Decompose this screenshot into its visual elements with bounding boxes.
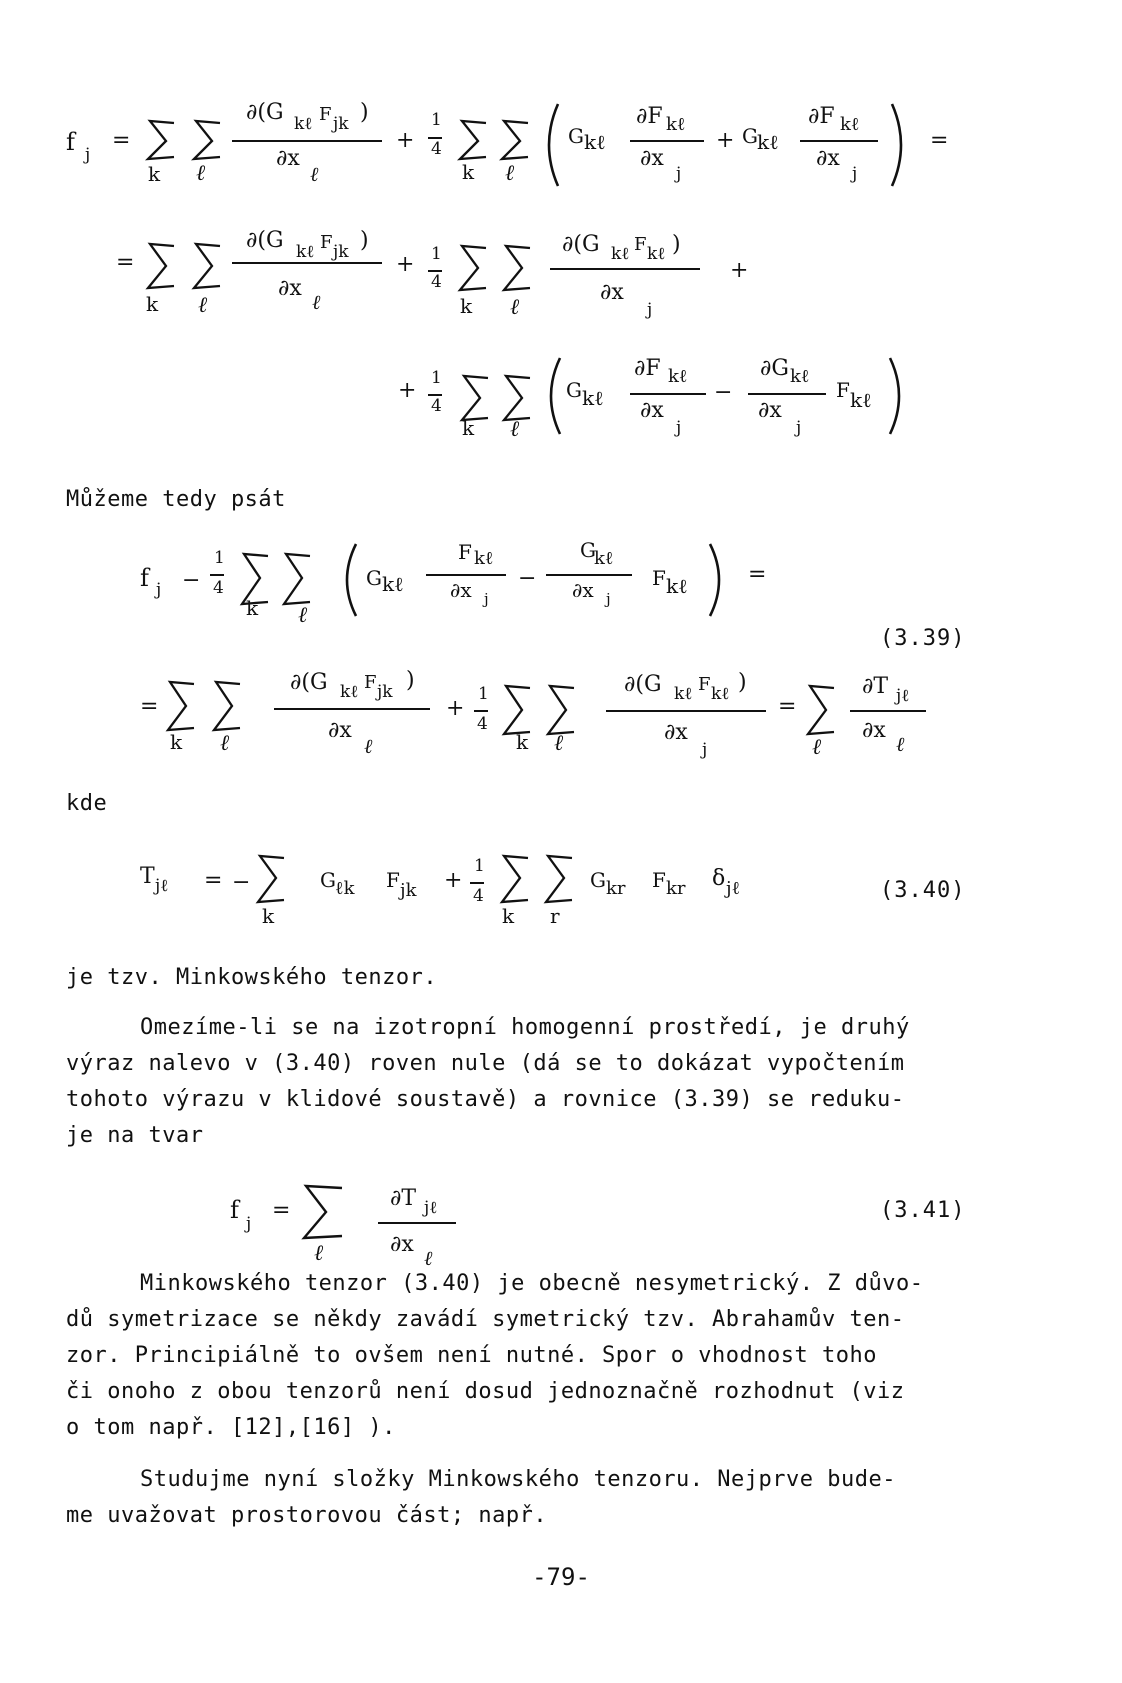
eq1-fj: f bbox=[66, 128, 75, 156]
text-muzeme: Můžeme tedy psát bbox=[66, 487, 286, 512]
equation-3-40: T jℓ = − k G ℓk F jk + 1 4 k r G kr F kr δ jℓ bbox=[0, 0, 1122, 930]
equation-3-41: f j = ℓ ∂T jℓ ∂x ℓ bbox=[0, 0, 1122, 1260]
paragraph-line: výraz nalevo v (3.40) roven nule (dá se to dokázat vypočtením bbox=[66, 1051, 905, 1076]
paragraph-line: zor. Principiálně to ovšem není nutné. Spor o vhodnost toho bbox=[66, 1343, 877, 1368]
paragraph-line: me uvažovat prostorovou část; např. bbox=[66, 1503, 548, 1528]
text-minkowski-definition: je tzv. Minkowského tenzor. bbox=[66, 965, 438, 990]
sum-sign bbox=[296, 1180, 348, 1242]
paragraph-line: či onoho z obou tenzorů není dosud jednoznačně rozhodnut (viz bbox=[66, 1379, 905, 1404]
fraction-bar bbox=[378, 1222, 456, 1224]
equation-line-1: f j = k ℓ ∂(G kℓ F jk ) ∂x ℓ + 1 4 k ℓ G kℓ ∂F kℓ ∂x j + G kℓ ∂F kℓ ∂x j = bbox=[0, 0, 1122, 200]
page-number: -79- bbox=[532, 1563, 590, 1591]
paragraph-line: Minkowského tenzor (3.40) je obecně nesymetrický. Z důvo- bbox=[140, 1271, 924, 1296]
paragraph-line: je na tvar bbox=[66, 1123, 204, 1148]
equation-line-2: = k ℓ ∂(G kℓ F jk ) ∂x ℓ + 1 4 k ℓ ∂(G kℓ F kℓ ) ∂x j + bbox=[116, 228, 749, 320]
equation-number-3-40: (3.40) bbox=[880, 878, 966, 903]
paragraph-line: dů symetrizace se někdy zavádí symetrický tzv. Abrahamův ten- bbox=[66, 1307, 905, 1332]
equation-number-3-41: (3.41) bbox=[880, 1198, 966, 1223]
text-kde: kde bbox=[66, 791, 108, 816]
equation-3-39-line-1: f j − 1 4 k ℓ G kℓ F kℓ ∂x j − G kℓ ∂x j F kℓ = bbox=[140, 538, 767, 628]
paragraph-line: Studujme nyní složky Minkowského tenzoru. Nejprve bude- bbox=[140, 1467, 896, 1492]
paragraph-line: tohoto výrazu v klidové soustavě) a rovnice (3.39) se reduku- bbox=[66, 1087, 905, 1112]
equation-number-3-39: (3.39) bbox=[880, 626, 966, 651]
equation-3-39-line-2: = k ℓ ∂(G kℓ F jk ) ∂x ℓ + 1 4 k ℓ ∂(G kℓ F kℓ ) ∂x j = ℓ ∂T jℓ ∂x ℓ bbox=[0, 0, 1122, 770]
paragraph-line: o tom např. [12],[16] ). bbox=[66, 1415, 396, 1440]
equation-line-3: + 1 4 k ℓ G kℓ ∂F kℓ ∂x j − ∂G kℓ ∂x j F kℓ bbox=[0, 0, 1122, 460]
paragraph-line: Omezíme-li se na izotropní homogenní prostředí, je druhý bbox=[140, 1015, 910, 1040]
